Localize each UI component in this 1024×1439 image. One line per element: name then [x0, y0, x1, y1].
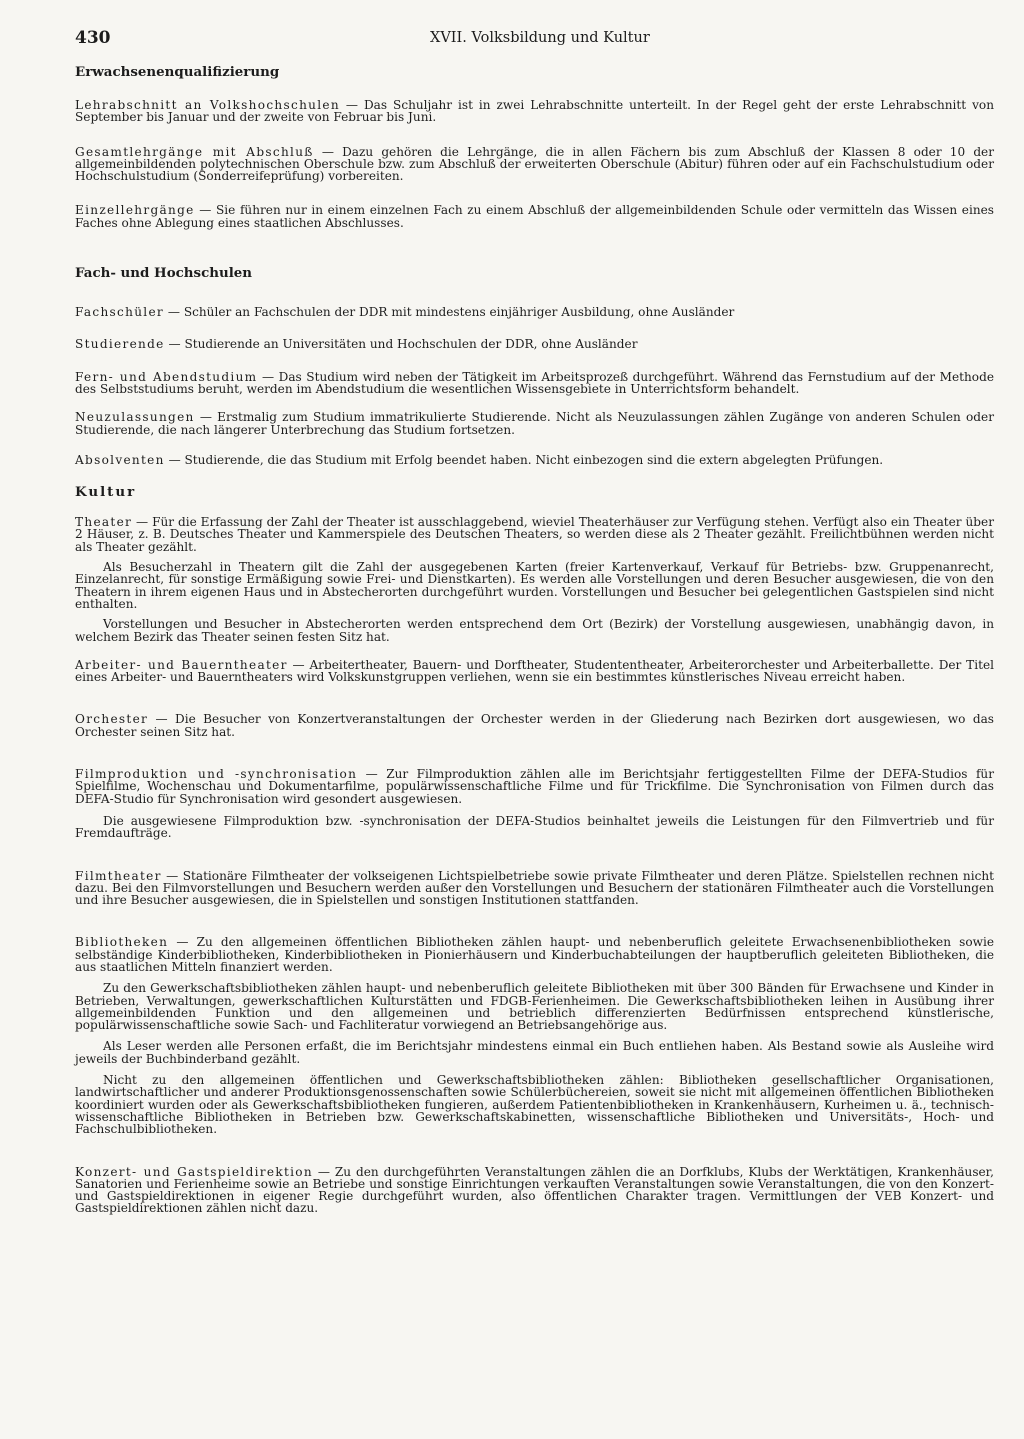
paragraph-gewerkschaftsbibliotheken: Zu den Gewerkschaftsbibliotheken zählen haupt- und nebenberuflich geleitete Bibliotheken mit über 300 Bänden für Erwachsene und Kinder in Betrieben, Verwaltungen, gewerkschaftlichen Kulturstätten und FDGB-Ferienheimen. Die Gewerkschaftsbibliotheken leihen in Ausübung ihrer allgemeinbildenden Funktion und den allgemeinen und betrieblich differenzierten Bedürfnissen entsprechend künstlerische, populärwissenschaftliche sowie Sach- und Fachliteratur vorwiegend an Betriebsangehörige aus. [75, 981, 994, 1033]
entry-text: Schüler an Fachschulen der DDR mit mindestens einjähriger Ausbildung, ohne Ausländer [183, 305, 735, 320]
entry-term: Gesamtlehrgänge mit Abschluß [75, 144, 314, 159]
entry-term: Bibliotheken [75, 935, 169, 950]
entry-neuzulassungen: Neuzulassungen — Erstmalig zum Studium immatrikulierte Studierende. Nicht als Neuzulassungen zählen Zugänge von anderen Schulen oder Studierende, die nach längerer Unterbrechung das Studium fortsetzen. [75, 410, 994, 437]
entry-text: Stationäre Filmtheater der volkseigenen Lichtspielbetriebe sowie private Filmtheater und deren Plätze. Spielstellen rechnen nicht dazu. Bei den Filmvorstellungen und Besuchern werden außer den Vorstellungen und Besuchern der stationären Filmtheater auch die Vorstellungen und ihre Besucher ausgewiesen, die in Spielstellen und sonstigen Institutionen stattfanden. [75, 868, 994, 908]
entry-text: Zu den allgemeinen öffentlichen Bibliotheken zählen haupt- und nebenberuflich geleitete Erwachsenenbibliotheken sowie selbständige Kinderbibliotheken, Kinderbibliotheken in Pionierhäusern und Kinderbuchabteilungen der hauptberuflich geleiteten Bibliotheken, die aus staatlichen Mitteln finanziert werden. [75, 935, 994, 974]
paragraph-nicht-zugehoerig: Nicht zu den allgemeinen öffentlichen und Gewerkschaftsbibliotheken zählen: Bibliotheken gesellschaftlicher Organisationen, landwirtschaftlicher und anderer Produktionsgenossenschaften sowie Schülerbüchereien, soweit sie nicht mit allgemeinen öffentlichen Bibliotheken koordiniert wurden oder als Gewerkschaftsbibliotheken fungieren, außerdem Patientenbibliotheken in Krankenhäusern, Kurheimen u. ä., technisch-wissenschaftliche Bibliotheken in Betrieben bzw. Gewerkschaftskabinetten, wissenschaftliche Bibliotheken und Universitäts-, Hoch- und Fachschulbibliotheken. [75, 1073, 994, 1137]
section-heading-fach-und-hochschulen: Fach- und Hochschulen [75, 265, 253, 282]
entry-bibliotheken: Bibliotheken — Zu den allgemeinen öffentlichen Bibliotheken zählen haupt- und nebenberuflich geleitete Erwachsenenbibliotheken sowie selbständige Kinderbibliotheken, Kinderbibliotheken in Pionierhäusern und Kinderbuchabteilungen der hauptberuflich geleiteten Bibliotheken, die aus staatlichen Mitteln finanziert werden. [75, 935, 994, 974]
entry-text: Arbeitertheater, Bauern- und Dorftheater, Studententheater, Arbeiterorchester und Arbeiterballette. Der Titel eines Arbeiter- und Bauerntheaters wird Volkskunstgruppen verliehen, wenn sie ein bestimmtes künstlerisches Niveau erreicht haben. [75, 657, 994, 685]
entry-text: Das Studium wird neben der Tätigkeit im Arbeitsprozeß durchgeführt. Während das Fernstudium auf der Methode des Selbststudiums beruht, werden im Abendstudium die wesentlichen Wissensgebiete in Unterrichtsform behandelt. [75, 369, 994, 396]
entry-lehrabschnitt: Lehrabschnitt an Volkshochschulen — Das Schuljahr ist in zwei Lehrabschnitte unterteilt. In der Regel geht der erste Lehrabschnitt von September bis Januar und der zweite von Februar bis Juni. [75, 98, 994, 125]
entry-term: Neuzulassungen [75, 410, 195, 425]
entry-term: Konzert- und Gastspieldirektion [75, 1164, 313, 1179]
running-title: XVII. Volksbildung und Kultur [430, 30, 650, 46]
entry-term: Einzellehrgänge [75, 203, 195, 218]
entry-konzert-und-gastspieldirektion: Konzert- und Gastspieldirektion — Zu den durchgeführten Veranstaltungen zählen die an Dorfklubs, Klubs der Werktätigen, Krankenhäuser, Sanatorien und Ferienheime sowie an Betriebe und sonstige Einrichtungen verkauften Veranstaltungen sowie Veranstaltungen, die von den Konzert- und Gastspieldirektionen in eigener Regie durchgeführt wurden, also öffentlichen Charakter tragen. Vermittlungen der VEB Konzert- und Gastspieldirektionen zählen nicht dazu. [75, 1164, 994, 1216]
entry-einzellehrgaenge: Einzellehrgänge — Sie führen nur in einem einzelnen Fach zu einem Abschluß der allgemeinbildenden Schule oder vermitteln das Wissen eines Faches ohne Ablegung eines staatlichen Abschlusses. [75, 203, 994, 230]
entry-text: Studierende an Universitäten und Hochschulen der DDR, ohne Ausländer [184, 337, 638, 352]
entry-term: Theater [75, 515, 133, 530]
entry-fern-und-abendstudium: Fern- und Abendstudium — Das Studium wird neben der Tätigkeit im Arbeitsprozeß durchgeführt. Während das Fernstudium auf der Methode des Selbststudiums beruht, werden im Abendstudium die wesentlichen Wissensgebiete in Unterrichtsform behandelt. [75, 369, 994, 396]
entry-gesamtlehrgaenge: Gesamtlehrgänge mit Abschluß — Dazu gehören die Lehrgänge, die in allen Fächern bis zum Abschluß der Klassen 8 oder 10 der allgemeinbildenden polytechnischen Oberschule bzw. zum Abschluß der erweiterten Oberschule (Abitur) führen oder auf ein Fachschulstudium oder Hochschulstudium (Sonderreifeprüfung) vorbereiten. [75, 144, 994, 184]
paragraph-filmproduktion-leistungen: Die ausgewiesene Filmproduktion bzw. -synchronisation der DEFA-Studios beinhaltet jeweils die Leistungen für den Filmvertrieb und für Fremdaufträge. [75, 813, 994, 841]
entry-text: Für die Erfassung der Zahl der Theater ist ausschlaggebend, wieviel Theaterhäuser zur Verfügung stehen. Verfügt also ein Theater über 2 Häuser, z. B. Deutsches Theater und Kammerspiele des Deutschen Theaters, so werden diese als 2 Theater gezählt. Freilichtbühnen werden nicht als Theater gezählt. [75, 515, 994, 554]
paragraph-leser-bestand: Als Leser werden alle Personen erfaßt, die im Berichtsjahr mindestens einmal ein Buch entliehen haben. Als Bestand sowie als Ausleihe wird jeweils der Buchbinderband gezählt. [75, 1039, 994, 1066]
page-number: 430 [75, 28, 111, 48]
entry-text: Das Schuljahr ist in zwei Lehrabschnitte unterteilt. In der Regel geht der erste Lehrabschnitt von September bis Januar und der zweite von Februar bis Juni. [75, 98, 994, 125]
entry-text: Erstmalig zum Studium immatrikulierte Studierende. Nicht als Neuzulassungen zählen Zugänge von anderen Schulen oder Studierende, die nach längerer Unterbrechung das Studium fortsetzen. [75, 410, 994, 437]
entry-term: Filmproduktion und -synchronisation [75, 767, 358, 782]
entry-term: Studierende [75, 337, 165, 352]
entry-term: Lehrabschnitt an Volkshochschulen [75, 98, 340, 112]
entry-term: Fachschüler [75, 305, 165, 320]
entry-term: Arbeiter- und Bauerntheater [75, 657, 288, 672]
entry-text: Sie führen nur in einem einzelnen Fach zu einem Abschluß der allgemeinbildenden Schule oder vermitteln das Wissen eines Faches ohne Ablegung eines staatlichen Abschlusses. [75, 203, 994, 230]
entry-term: Orchester [75, 712, 149, 727]
entry-text: Studierende, die das Studium mit Erfolg beendet haben. Nicht einbezogen sind die extern abgelegten Prüfungen. [184, 452, 884, 467]
entry-text: Dazu gehören die Lehrgänge, die in allen Fächern bis zum Abschluß der Klassen 8 oder 10 der allgemeinbildenden polytechnischen Oberschule bzw. zum Abschluß der erweiterten Oberschule (Abitur) führen oder auf ein Fachschulstudium oder Hochschulstudium (Sonderreifeprüfung) vorbereiten. [75, 144, 994, 184]
entry-studierende: Studierende — Studierende an Universitäten und Hochschulen der DDR, ohne Ausländer [75, 337, 638, 352]
entry-filmproduktion: Filmproduktion und -synchronisation — Zur Filmproduktion zählen alle im Berichtsjahr fertiggestellten Filme der DEFA-Studios für Spielfilme, Wochenschau und Dokumentarfilme, populärwissenschaftliche Filme und für Trickfilme. Die Synchronisation von Filmen durch das DEFA-Studio für Synchronisation wird gesondert ausgewiesen. [75, 767, 994, 806]
entry-orchester: Orchester — Die Besucher von Konzertveranstaltungen der Orchester werden in der Gliederung nach Bezirken dort ausgewiesen, wo das Orchester seinen Sitz hat. [75, 712, 994, 739]
entry-term: Filmtheater [75, 868, 162, 883]
section-heading-erwachsenenqualifizierung: Erwachsenenqualifizierung [75, 64, 280, 80]
entry-filmtheater: Filmtheater — Stationäre Filmtheater der volkseigenen Lichtspielbetriebe sowie private Filmtheater und deren Plätze. Spielstellen rechnen nicht dazu. Bei den Filmvorstellungen und Besuchern werden außer den Vorstellungen und Besuchern der stationären Filmtheater auch die Vorstellungen und ihre Besucher ausgewiesen, die in Spielstellen und sonstigen Institutionen stattfanden. [75, 868, 994, 908]
entry-absolventen: Absolventen — Studierende, die das Studium mit Erfolg beendet haben. Nicht einbezogen sind die extern abgelegten Prüfungen. [75, 452, 884, 467]
entry-term: Fern- und Abendstudium [75, 369, 258, 384]
entry-theater: Theater — Für die Erfassung der Zahl der Theater ist ausschlaggebend, wieviel Theaterhäuser zur Verfügung stehen. Verfügt also ein Theater über 2 Häuser, z. B. Deutsches Theater und Kammerspiele des Deutschen Theaters, so werden diese als 2 Theater gezählt. Freilichtbühnen werden nicht als Theater gezählt. [75, 515, 994, 554]
entry-text: Zur Filmproduktion zählen alle im Berichtsjahr fertiggestellten Filme der DEFA-Studios für Spielfilme, Wochenschau und Dokumentarfilme, populärwissenschaftliche Filme und für Trickfilme. Die Synchronisation von Filmen durch das DEFA-Studio für Synchronisation wird gesondert ausgewiesen. [75, 767, 994, 806]
entry-term: Absolventen [75, 452, 165, 467]
entry-fachschueler: Fachschüler — Schüler an Fachschulen der DDR mit mindestens einjähriger Ausbildung, ohne Ausländer [75, 305, 735, 320]
section-heading-kultur: Kultur [75, 484, 137, 501]
paragraph-theater-abstecherorte: Vorstellungen und Besucher in Abstecherorten werden entsprechend dem Ort (Bezirk) der Vorstellung ausgewiesen, unabhängig davon, in welchem Bezirk das Theater seinen festen Sitz hat. [75, 617, 994, 644]
entry-arbeiter-und-bauerntheater: Arbeiter- und Bauerntheater — Arbeitertheater, Bauern- und Dorftheater, Studententheater, Arbeiterorchester und Arbeiterballette. Der Titel eines Arbeiter- und Bauerntheaters wird Volkskunstgruppen verliehen, wenn sie ein bestimmtes künstlerisches Niveau erreicht haben. [75, 657, 994, 685]
entry-text: Zu den durchgeführten Veranstaltungen zählen die an Dorfklubs, Klubs der Werktätigen, Krankenhäuser, Sanatorien und Ferienheime sowie an Betriebe und sonstige Einrichtungen verkauften Veranstaltungen sowie Veranstaltungen, die von den Konzert- und Gastspieldirektionen in eigener Regie durchgeführt wurden, also öffentlichen Charakter tragen. Vermittlungen der VEB Konzert- und Gastspieldirektionen zählen nicht dazu. [75, 1164, 994, 1216]
paragraph-theater-besucherzahl: Als Besucherzahl in Theatern gilt die Zahl der ausgegebenen Karten (freier Kartenverkauf, Verkauf für Betriebs- bzw. Gruppenanrecht, Einzelanrecht, für sonstige Ermäßigung sowie Frei- und Dienstkarten). Es werden alle Vorstellungen und deren Besucher ausgewiesen, die von den Theatern in ihrem eigenen Haus und in Abstecherorten durchgeführt wurden. Vorstellungen und Besucher bei gelegentlichen Gastspielen sind nicht enthalten. [75, 560, 994, 611]
entry-text: Die Besucher von Konzertveranstaltungen der Orchester werden in der Gliederung nach Bezirken dort ausgewiesen, wo das Orchester seinen Sitz hat. [75, 712, 994, 739]
page-header [75, 28, 994, 54]
